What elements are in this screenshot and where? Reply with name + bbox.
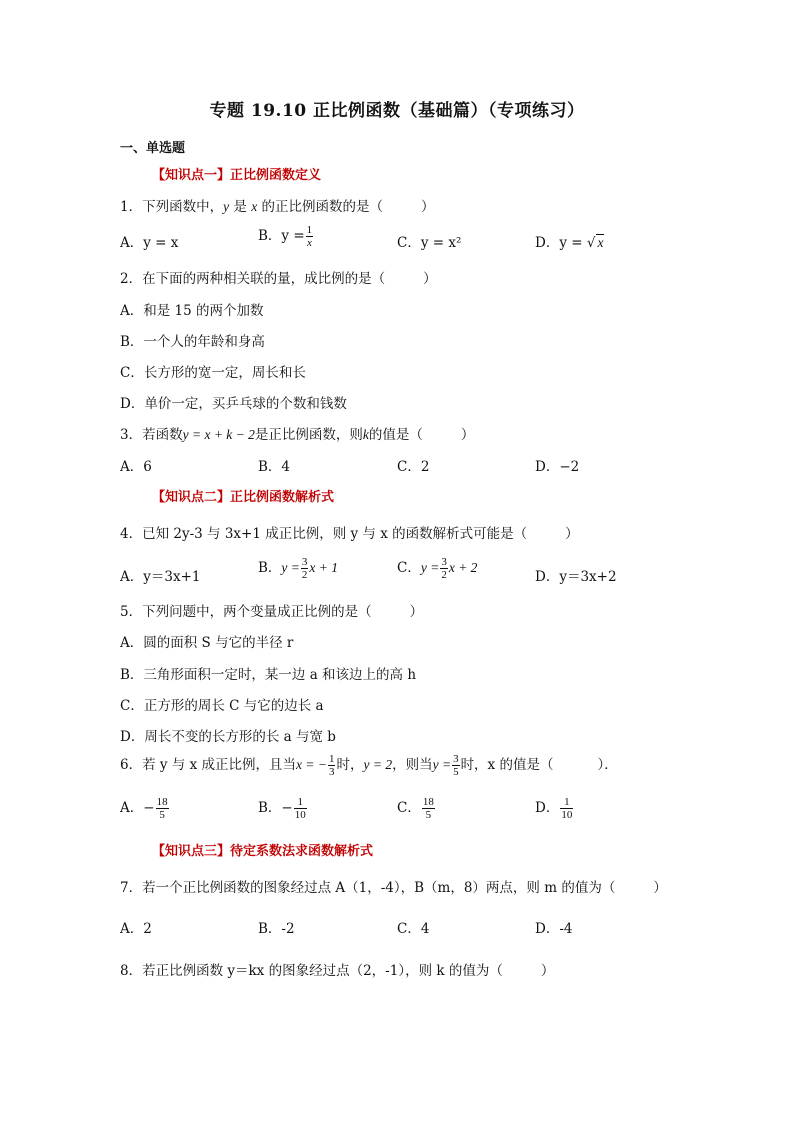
q7-option-c[interactable]: C．4 xyxy=(397,921,430,937)
q6-option-b[interactable] xyxy=(258,796,308,821)
question-4-text: 4．已知 2y-3 与 3x+1 成正比例，则 y 与 x 的函数解析式可能是（ xyxy=(120,526,528,542)
fraction-numerator: 3 xyxy=(441,556,447,568)
question-3-text: 3．若函数 xyxy=(120,427,183,443)
fraction-numerator: 1 xyxy=(560,796,573,809)
fraction-18-over-5 xyxy=(422,796,435,821)
condition-y: y = 2 xyxy=(363,757,393,772)
q5-option-a[interactable]: A．圆的面积 S 与它的半径 r xyxy=(120,635,294,651)
knowledge-point-1: 【知识点一】正比例函数定义 xyxy=(152,168,322,183)
question-7 xyxy=(120,876,667,896)
question-6-text-4: 时，x 的值是（ xyxy=(460,757,554,773)
question-1 xyxy=(120,195,434,215)
q4-option-d[interactable]: D．y＝3x+2 xyxy=(535,569,617,585)
q1-option-a[interactable]: A．y = x xyxy=(120,235,179,251)
fraction-3-over-2 xyxy=(440,556,448,581)
fraction-numerator: 1 xyxy=(306,224,313,236)
question-6 xyxy=(120,753,618,778)
var-k: k xyxy=(362,427,369,442)
q2-option-b[interactable]: B．一个人的年龄和身高 xyxy=(120,334,265,350)
fraction-1-over-3 xyxy=(328,753,336,778)
q4-option-c[interactable] xyxy=(397,556,477,581)
fraction-1-over-x xyxy=(306,224,314,249)
q2-option-a[interactable]: A．和是 15 的两个加数 xyxy=(120,303,264,319)
fraction-denominator: 2 xyxy=(441,569,447,581)
question-5 xyxy=(120,600,423,620)
sqrt-symbol: √ xyxy=(586,235,596,251)
question-2-close: ） xyxy=(423,271,437,287)
question-2 xyxy=(120,267,437,287)
q1-option-d-label: D．y = xyxy=(535,235,587,251)
question-1-text: 1．下列函数中， xyxy=(120,199,224,215)
var-y: y xyxy=(223,199,230,214)
question-3 xyxy=(120,423,474,443)
fraction-denominator: 5 xyxy=(159,809,165,821)
document-title: 专题 19.10 正比例函数（基础篇）（专项练习） xyxy=(209,101,585,121)
fraction-numerator: 3 xyxy=(453,753,459,765)
knowledge-point-3: 【知识点三】待定系数法求函数解析式 xyxy=(152,844,374,859)
q3-option-c[interactable]: C．2 xyxy=(397,459,430,475)
q2-option-d[interactable]: D．单价一定，买乒乓球的个数和钱数 xyxy=(120,396,347,412)
q6-option-a[interactable] xyxy=(120,796,170,821)
var-x: x xyxy=(251,199,258,214)
q2-option-c[interactable]: C．长方形的宽一定，周长和长 xyxy=(120,365,306,381)
function-expression: y = x + k − 2 xyxy=(182,427,255,442)
sqrt-radicand: x xyxy=(597,235,604,250)
q1-option-c[interactable]: C．y = x² xyxy=(397,235,462,251)
q4-option-b-label: B． xyxy=(258,560,282,576)
fraction-1-over-10 xyxy=(560,796,573,821)
q4-option-a[interactable]: A．y＝3x+1 xyxy=(120,569,201,585)
question-7-text: 7．若一个正比例函数的图象经过点 A（1，-4），B（m，8）两点，则 m 的值为（ xyxy=(120,880,616,896)
fraction-denominator: 10 xyxy=(561,809,573,821)
fraction-18-over-5 xyxy=(156,796,169,821)
q4-option-c-rhs: x + 2 xyxy=(448,560,478,575)
section-heading: 一、单选题 xyxy=(120,141,186,156)
knowledge-point-2: 【知识点二】正比例函数解析式 xyxy=(152,490,335,505)
question-1-text-end: 的正比例函数的是（ xyxy=(257,199,383,215)
q7-option-d[interactable]: D．-4 xyxy=(535,921,573,937)
q5-option-b[interactable]: B．三角形面积一定时，某一边 a 和该边上的高 h xyxy=(120,667,417,683)
q6-option-d[interactable] xyxy=(535,796,574,821)
fraction-numerator: 3 xyxy=(301,556,308,568)
q3-option-b[interactable]: B．4 xyxy=(258,459,291,475)
question-8 xyxy=(120,959,554,979)
fraction-1-over-10 xyxy=(294,796,307,821)
question-6-text-3: ，则当 xyxy=(392,757,433,773)
q5-option-d[interactable]: D．周长不变的长方形的长 a 与宽 b xyxy=(120,729,336,745)
question-8-text: 8．若正比例函数 y＝kx 的图象经过点（2，-1），则 k 的值为（ xyxy=(120,963,503,979)
q3-option-d[interactable]: D．−2 xyxy=(535,459,580,475)
q6-option-c[interactable] xyxy=(397,796,436,821)
question-1-close: ） xyxy=(420,199,435,215)
question-2-text: 2．在下面的两种相关联的量，成比例的是（ xyxy=(120,271,386,287)
q1-option-b[interactable] xyxy=(258,224,314,249)
q4-option-b[interactable] xyxy=(258,556,338,581)
question-5-text: 5．下列问题中，两个变量成正比例的是（ xyxy=(120,604,372,620)
q1-option-b-label: B．y = xyxy=(258,228,305,244)
q6-option-b-label: B． xyxy=(258,800,282,816)
q6-option-a-label: A． xyxy=(120,800,144,816)
fraction-numerator: 1 xyxy=(328,753,335,765)
fraction-numerator: 18 xyxy=(422,796,434,808)
fraction-denominator: 3 xyxy=(328,766,335,778)
question-8-close: ） xyxy=(540,963,555,979)
question-6-text-2: 时， xyxy=(336,757,364,773)
fraction-denominator: 5 xyxy=(453,766,459,778)
question-3-text-end: 的值是（ xyxy=(368,427,423,443)
q7-option-a[interactable]: A．2 xyxy=(120,921,152,937)
question-7-close: ） xyxy=(653,880,667,896)
fraction-numerator: 1 xyxy=(294,796,307,809)
q1-option-d[interactable] xyxy=(535,231,604,251)
fraction-denominator: x xyxy=(306,237,312,249)
q4-option-b-rhs: x + 1 xyxy=(309,560,339,575)
q4-option-c-lhs: y = xyxy=(420,560,440,575)
q3-option-a[interactable]: A．6 xyxy=(120,459,152,475)
question-6-text: 6．若 y 与 x 成正比例，且当 xyxy=(120,757,296,773)
fraction-numerator: 18 xyxy=(156,796,168,808)
question-5-close: ） xyxy=(409,604,424,620)
question-6-close: ）． xyxy=(597,757,618,773)
q6-option-c-label: C． xyxy=(397,800,421,816)
question-4-close: ） xyxy=(565,526,579,542)
question-3-text-mid: 是正比例函数，则 xyxy=(254,427,363,443)
fraction-denominator: 10 xyxy=(294,809,306,821)
fraction-denominator: 5 xyxy=(425,809,432,821)
question-1-text-mid: 是 xyxy=(229,199,252,215)
fraction-denominator: 2 xyxy=(301,569,308,581)
question-4 xyxy=(120,522,579,542)
condition-x: x = − xyxy=(296,757,327,772)
q6-option-d-label: D． xyxy=(535,800,560,816)
q5-option-c[interactable]: C．正方形的周长 C 与它的边长 a xyxy=(120,698,324,714)
fraction-3-over-2 xyxy=(301,556,309,581)
minus-sign: − xyxy=(281,800,293,816)
condition-y2: y = xyxy=(432,757,452,772)
minus-sign: − xyxy=(143,800,155,816)
q4-option-c-label: C． xyxy=(397,560,421,576)
q4-option-b-lhs: y = xyxy=(281,560,300,575)
q7-option-b[interactable]: B．-2 xyxy=(258,921,295,937)
fraction-3-over-5 xyxy=(452,753,460,778)
question-3-close: ） xyxy=(460,427,475,443)
